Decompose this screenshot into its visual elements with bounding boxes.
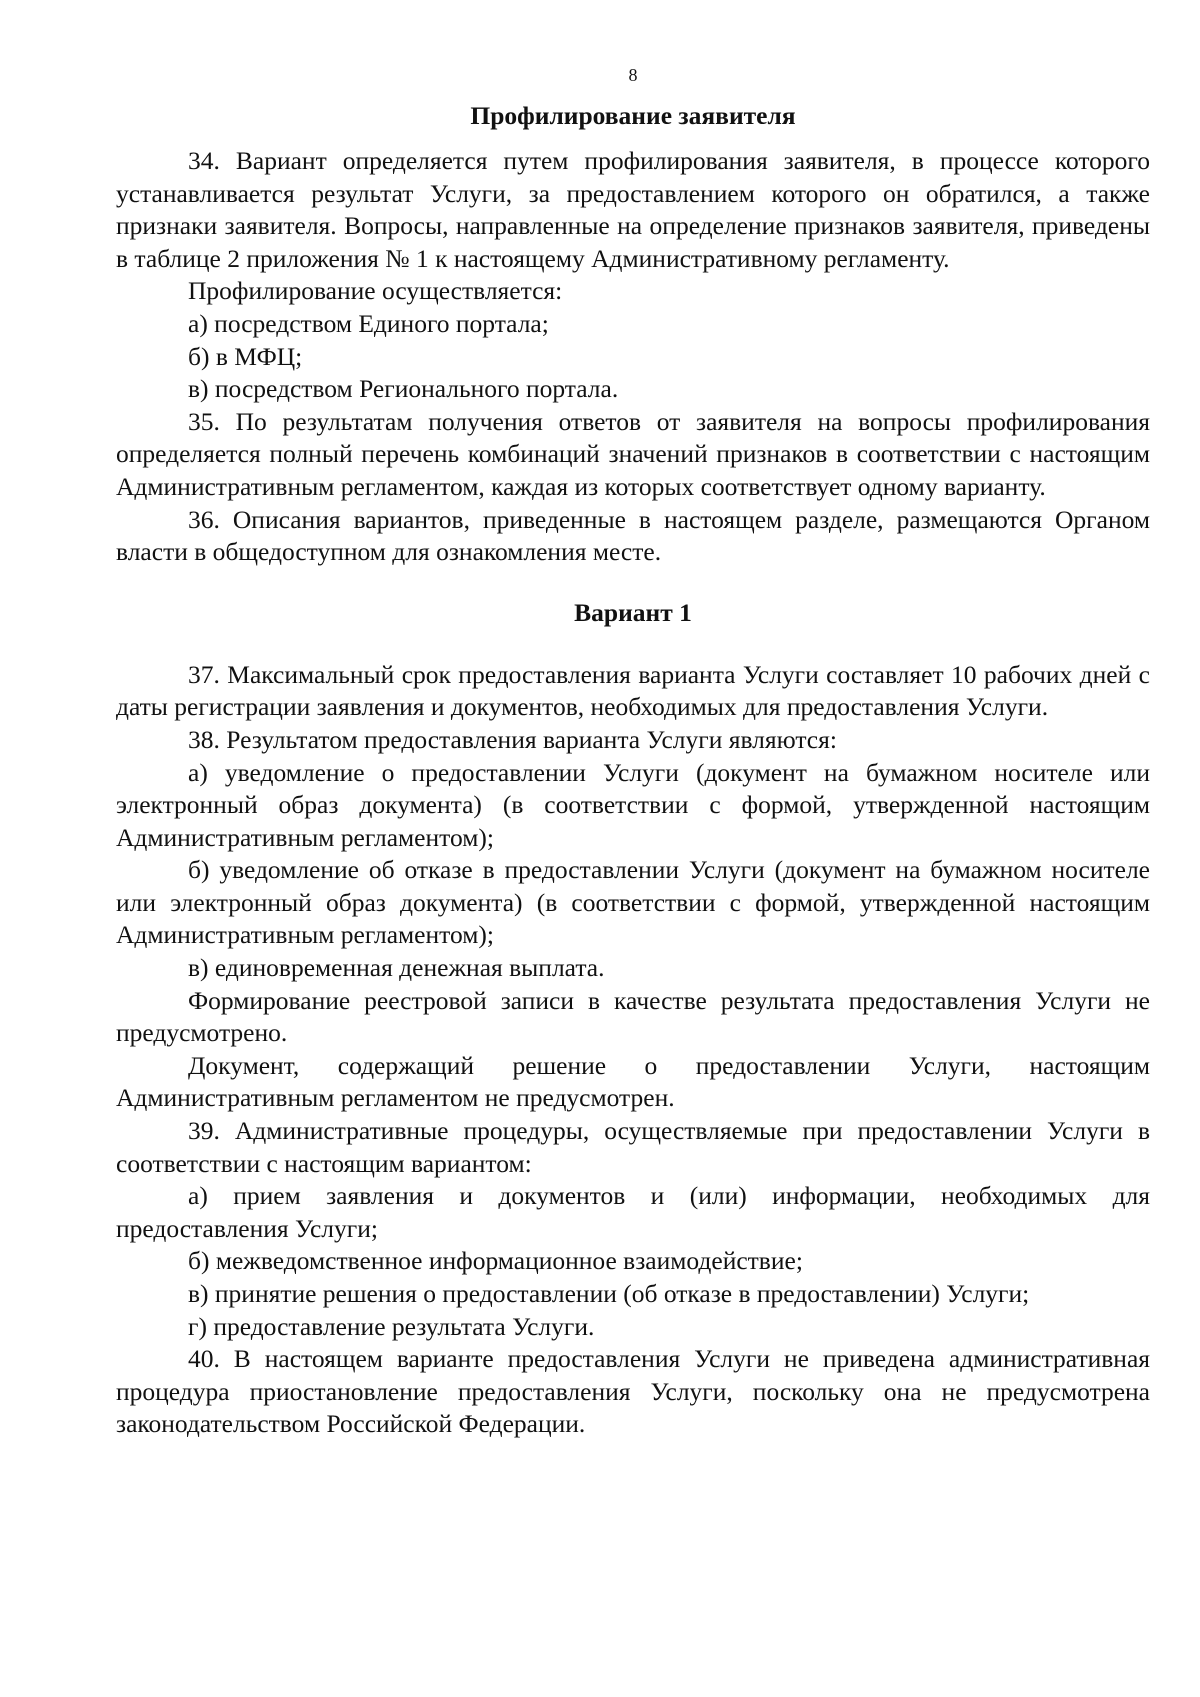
list-item-b: б) уведомление об отказе в предоставлении Услуги (документ на бумажном носителе или электронный образ документа) (в соответствии с формой, утвержденной настоящим Административным регламентом); [116,855,1150,950]
paragraph-decision-document: Документ, содержащий решение о предоставлении Услуги, настоящим Административным регламентом не предусмотрен. [116,1050,1150,1113]
section-profiling-body [116,145,1150,569]
list-item-b: б) межведомственное информационное взаимодействие; [188,1246,803,1276]
paragraph-40: 40. В настоящем варианте предоставления Услуги не приведена административная процедура приостановление предоставления Услуги, поскольку она не предусмотрена законодательством Российской Федерации. [116,1344,1150,1439]
list-item-a: а) уведомление о предоставлении Услуги (документ на бумажном носителе или электронный образ документа) (в соответствии с формой, утвержденной настоящим Административным регламентом); [116,757,1150,852]
page-number: 8 [628,65,638,85]
list-item-v: в) принятие решения о предоставлении (об отказе в предоставлении) Услуги; [188,1279,1030,1308]
section-heading-variant-1: Вариант 1 [574,597,692,627]
paragraph-37: 37. Максимальный срок предоставления варианта Услуги составляет 10 рабочих дней с даты регистрации заявления и документов, необходимых для предоставления Услуги. [116,659,1150,722]
list-item-g: г) предоставление результата Услуги. [188,1311,595,1341]
section-heading-profiling: Профилирование заявителя [470,101,796,130]
paragraph-39: 39. Административные процедуры, осуществляемые при предоставлении Услуги в соответствии с настоящим вариантом: [116,1116,1150,1178]
list-item-v: в) посредством Регионального портала. [188,374,619,404]
paragraph-profiling-intro: Профилирование осуществляется: [188,276,563,306]
paragraph-36: 36. Описания вариантов, приведенные в настоящем разделе, размещаются Органом власти в общедоступном для ознакомления месте. [116,504,1150,567]
list-item-b: б) в МФЦ; [188,341,303,371]
list-item-a: а) посредством Единого портала; [188,308,549,338]
section-variant-1-body [116,659,1150,1441]
paragraph-35: 35. По результатам получения ответов от заявителя на вопросы профилирования определяется полный перечень комбинаций значений признаков в соответствии с настоящим Административным регламентом, каждая из которых соответствует одному варианту. [116,406,1150,501]
paragraph-38: 38. Результатом предоставления варианта Услуги являются: [188,724,837,754]
list-item-a: а) прием заявления и документов и (или) информации, необходимых для предоставления Услуги; [116,1181,1150,1243]
paragraph-34: 34. Вариант определяется путем профилирования заявителя, в процессе которого устанавливается результат Услуги, за предоставлением которого он обратился, а также признаки заявителя. Вопросы, направленные на определение признаков заявителя, приведены в таблице 2 приложения № 1 к настоящему Административному регламенту. [116,146,1150,273]
document-page [116,64,1150,1441]
list-item-v: в) единовременная денежная выплата. [188,953,605,983]
paragraph-registry-record: Формирование реестровой записи в качестве результата предоставления Услуги не предусмотрено. [116,985,1150,1048]
